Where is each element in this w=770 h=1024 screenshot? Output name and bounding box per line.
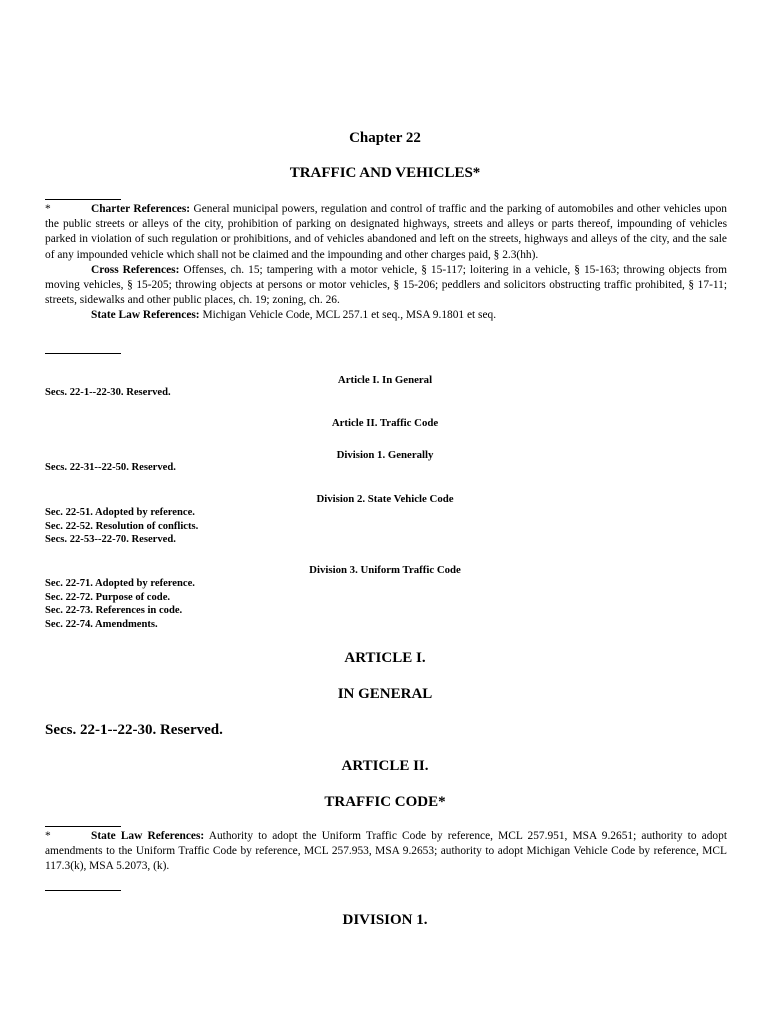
state-law-references-label: State Law References:	[91, 309, 200, 322]
toc-item: Secs. 22-31--22-50. Reserved.	[45, 462, 176, 473]
toc-division2-heading: Division 2. State Vehicle Code	[316, 493, 454, 505]
article2-label: ARTICLE II.	[341, 758, 429, 774]
footnote-marker: *	[45, 203, 51, 215]
toc-item: Sec. 22-51. Adopted by reference.	[45, 507, 195, 518]
state-law-references-text: Michigan Vehicle Code, MCL 257.1 et seq., MSA 9.1801 et seq.	[202, 309, 497, 322]
chapter-footnote	[45, 202, 727, 324]
footnote-rule-bottom	[45, 353, 121, 354]
charter-references-text: General municipal powers, regulation and control of traffic and the parking of automobiles and other vehicles upon the public streets or alleys of the city, prohibition of parking on designated highways, streets and alleys or parts thereof, impounding of vehicles parked in violation of such regulation or prohibitions, and of vehicles abandoned and left on the streets, highways and alleys of the city, and the sale of any impounded vehicle which shall not be claimed and the impounding and other charges paid, § 2.3(hh).	[45, 203, 727, 261]
article2-title: TRAFFIC CODE*	[324, 794, 446, 810]
toc-division3-heading: Division 3. Uniform Traffic Code	[309, 564, 461, 576]
cross-references-label: Cross References:	[91, 263, 180, 276]
toc-item: Sec. 22-72. Purpose of code.	[45, 592, 171, 603]
division1-label: DIVISION 1.	[342, 912, 428, 928]
footnote-rule-bottom	[45, 890, 121, 891]
chapter-number: Chapter 22	[349, 130, 421, 146]
article1-title: IN GENERAL	[337, 686, 433, 702]
article2-footnote	[45, 829, 727, 875]
charter-references-label: Charter References:	[91, 203, 191, 215]
toc-division1-heading: Division 1. Generally	[336, 449, 434, 461]
state-law-references-paragraph	[45, 308, 727, 323]
footnote-rule-top	[45, 199, 121, 200]
toc-item: Sec. 22-73. References in code.	[45, 605, 183, 616]
article1-label: ARTICLE I.	[344, 650, 426, 666]
article2-state-law-text: Authority to adopt the Uniform Traffic Code by reference, MCL 257.951, MSA 9.2651; authority to adopt amendments to the Uniform Traffic Code by reference, MCL 257.953, MSA 9.2653; authority to adopt Michigan Vehicle Code by reference, MCL 117.3(k), MSA 5.2073, (k).	[45, 830, 727, 873]
toc-item: Sec. 22-71. Adopted by reference.	[45, 578, 195, 589]
article1-section-heading: Secs. 22-1--22-30. Reserved.	[45, 722, 223, 738]
toc-article2-heading: Article II. Traffic Code	[331, 417, 439, 429]
toc-article1-heading: Article I. In General	[337, 374, 433, 386]
toc-item: Secs. 22-1--22-30. Reserved.	[45, 387, 171, 398]
footnote-rule-top	[45, 826, 121, 827]
cross-references-paragraph	[45, 263, 727, 309]
charter-references-paragraph	[45, 202, 727, 263]
cross-references-text: Offenses, ch. 15; tampering with a motor vehicle, § 15-117; loitering in a vehicle, § 15-163; throwing objects from moving vehicles, § 15-205; throwing objects at persons or motor vehicles, § 15-206; peddlers and solicitors obstructing traffic prohibited, § 17-11; streets, sidewalks and other public places, ch. 19; zoning, ch. 26.	[45, 263, 727, 307]
footnote-marker: *	[45, 830, 51, 842]
article2-state-law-paragraph	[45, 829, 727, 875]
toc-item: Sec. 22-52. Resolution of conflicts.	[45, 521, 199, 532]
chapter-title: TRAFFIC AND VEHICLES*	[289, 165, 481, 181]
toc-item: Secs. 22-53--22-70. Reserved.	[45, 534, 176, 545]
toc-item: Sec. 22-74. Amendments.	[45, 619, 158, 630]
article2-state-law-label: State Law References:	[91, 830, 205, 842]
